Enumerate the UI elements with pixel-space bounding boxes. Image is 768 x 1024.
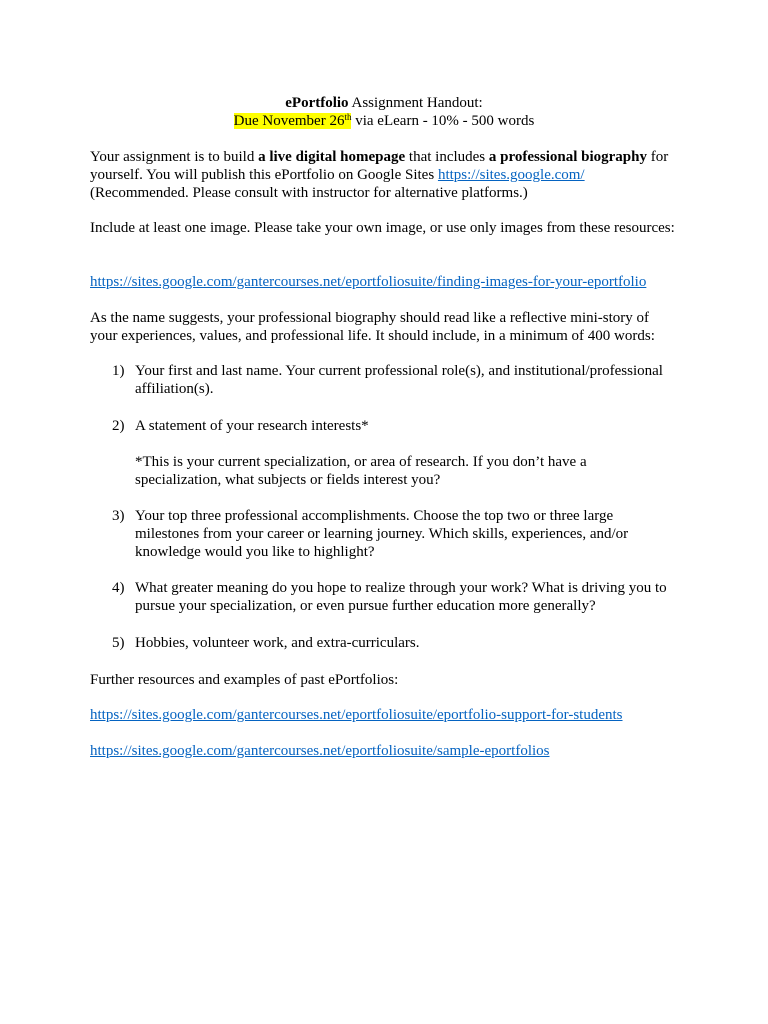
due-date-suffix: th	[344, 112, 352, 122]
images-instruction: Include at least one image. Please take your own image, or use only images from these resources:	[90, 220, 675, 236]
sample-eportfolios-link[interactable]: https://sites.google.com/gantercourses.net/eportfoliosuite/sample-eportfolios	[90, 743, 550, 759]
list-item-text: Your first and last name. Your current professional role(s), and institutional/professional	[135, 363, 663, 379]
intro-bold-homepage: a live digital homepage	[258, 149, 406, 165]
bio-line-2: your experiences, values, and professional life. It should include, in a minimum of 400 words:	[90, 328, 655, 344]
intro-bold-biography: a professional biography	[488, 149, 647, 165]
intro-line-2-text: yourself. You will publish this ePortfolio on Google Sites	[90, 167, 438, 183]
list-item-number: 5)	[112, 635, 125, 651]
list-item-text: What greater meaning do you hope to realize through your work? What is driving you to	[135, 580, 667, 596]
images-resource-link-line	[90, 273, 690, 291]
title-bold: ePortfolio	[285, 95, 349, 111]
intro-text-c: that includes	[405, 149, 489, 165]
intro-text-e: for	[646, 149, 669, 165]
resource-link-line-1	[90, 706, 690, 724]
resource-link-line-2	[90, 742, 690, 760]
due-date-text: Due November 26	[233, 113, 345, 129]
eportfolio-support-link[interactable]: https://sites.google.com/gantercourses.net/eportfoliosuite/eportfolio-support-for-students	[90, 707, 623, 723]
due-line	[0, 112, 768, 130]
intro-line-3: (Recommended. Please consult with instructor for alternative platforms.)	[90, 185, 528, 201]
document-title	[0, 94, 768, 112]
due-details: via eLearn - 10% - 500 words	[351, 113, 535, 129]
list-item-text: knowledge would you like to highlight?	[135, 544, 375, 560]
finding-images-link[interactable]: https://sites.google.com/gantercourses.net/eportfoliosuite/finding-images-for-your-eportfolio	[90, 274, 647, 290]
google-sites-link[interactable]: https://sites.google.com/	[437, 167, 585, 183]
research-note-line-1: *This is your current specialization, or area of research. If you don’t have a	[135, 454, 587, 470]
list-item-text: A statement of your research interests*	[135, 418, 369, 434]
due-highlight	[234, 113, 352, 129]
bio-line-1: As the name suggests, your professional biography should read like a reflective mini-story of	[90, 310, 650, 326]
list-item-number: 3)	[112, 508, 125, 524]
list-item-text: affiliation(s).	[135, 381, 214, 397]
list-item-number: 2)	[112, 418, 125, 434]
list-item-text: Your top three professional accomplishments. Choose the top two or three large	[135, 508, 614, 524]
list-item-number: 4)	[112, 580, 125, 596]
title-rest: Assignment Handout:	[348, 95, 483, 111]
intro-line-2	[90, 166, 690, 184]
resources-heading: Further resources and examples of past ePortfolios:	[90, 672, 399, 688]
list-item-text: pursue your specialization, or even pursue further education more generally?	[135, 598, 596, 614]
intro-text-a: Your assignment is to build	[90, 149, 259, 165]
list-item-text: milestones from your career or learning journey. Which skills, experiences, and/or	[135, 526, 629, 542]
research-note-line-2: specialization, what subjects or fields interest you?	[135, 472, 441, 488]
list-item-number: 1)	[112, 363, 125, 379]
intro-line-1	[90, 148, 690, 166]
list-item-text: Hobbies, volunteer work, and extra-curriculars.	[135, 635, 420, 651]
